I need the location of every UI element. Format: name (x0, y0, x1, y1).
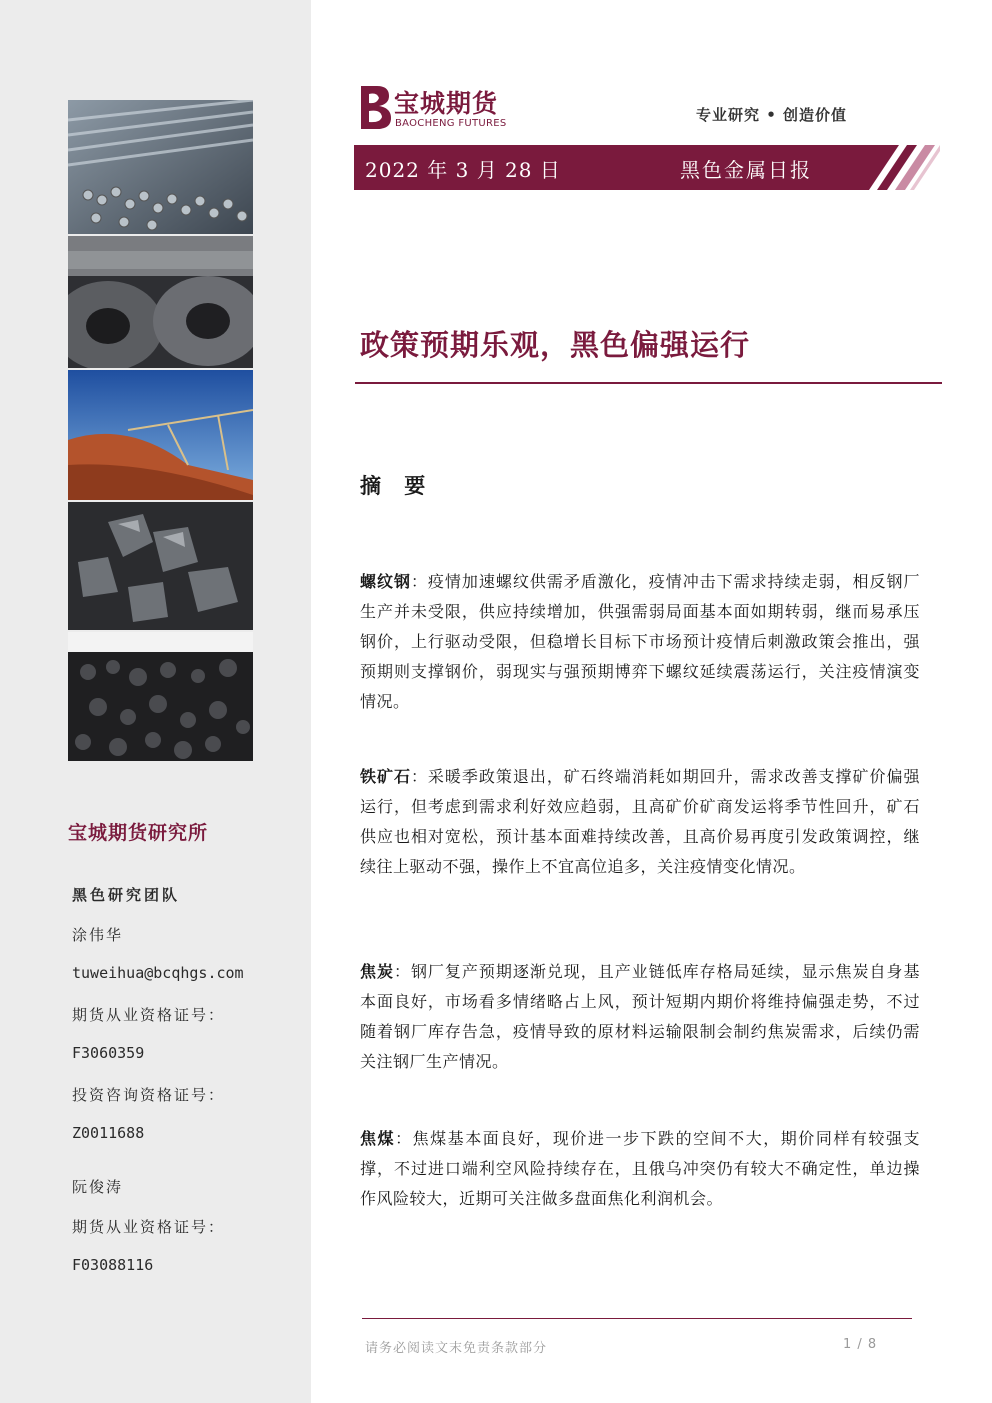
section-coking-coal (360, 1124, 920, 1214)
report-title: 政策预期乐观，黑色偏强运行 (360, 328, 751, 362)
section-coke (360, 957, 920, 1077)
futures-cert-number: F03088116 (72, 1256, 154, 1274)
analyst-name: 涂伟华 (72, 926, 124, 944)
futures-cert-label: 期货从业资格证号： (72, 1218, 226, 1236)
section-text: ：焦煤基本面良好，现价进一步下跌的空间不大，期价同样有较强支撑，不过进口端利空风险持续存在，且俄乌冲突仍有较大不确定性，单边操作风险较大，近期可关注做多盘面焦化利润机会。 (360, 1129, 920, 1208)
institute-name: 宝城期货研究所 (68, 822, 209, 844)
logo-text-cn: 宝城期货 (394, 89, 499, 118)
disclaimer-note: 请务必阅读文末免责条款部分 (365, 1341, 548, 1356)
summary-heading: 摘 要 (360, 474, 434, 498)
futures-cert-number: F3060359 (72, 1044, 145, 1062)
report-type: 黑色金属日报 (680, 158, 812, 182)
coke-photo (68, 632, 253, 761)
section-label: 铁矿石 (360, 767, 411, 786)
page-number: 1 / 8 (843, 1337, 878, 1352)
analyst-email[interactable]: tuweihua@bcqhgs.com (72, 964, 244, 982)
invest-cert-number: Z0011688 (72, 1124, 145, 1142)
slogan: 专业研究 • 创造价值 (696, 106, 848, 124)
invest-cert-label: 投资咨询资格证号： (72, 1086, 226, 1104)
section-label: 焦煤 (360, 1129, 396, 1148)
report-date: 2022 年 3 月 28 日 (365, 158, 561, 182)
section-text: ：钢厂复产预期逐渐兑现，且产业链低库存格局延续，显示焦炭自身基本面良好，市场看多情绪略占上风，预计短期内期价将维持偏强走势，不过随着钢厂库存告急，疫情导致的原材料运输限制会制约焦炭需求，后续仍需关注钢厂生产情况。 (360, 962, 920, 1071)
section-iron-ore (360, 762, 920, 882)
iron-ore-photo (68, 370, 253, 500)
logo-b-icon (355, 82, 395, 132)
title-divider (355, 382, 942, 384)
section-rebar (360, 567, 920, 717)
logo-text-en: BAOCHENG FUTURES (395, 118, 507, 129)
analyst-name: 阮俊涛 (72, 1178, 124, 1196)
futures-cert-label: 期货从业资格证号： (72, 1006, 226, 1024)
section-text: ：疫情加速螺纹供需矛盾激化，疫情冲击下需求持续走弱，相反钢厂生产并未受限，供应持续增加，供强需弱局面基本面如期转弱，继而易承压钢价，上行驱动受限，但稳增长目标下市场预计疫情后刺激政策会推出，强预期则支撑钢价，弱现实与强预期博弈下螺纹延续震荡运行，关注疫情演变情况。 (360, 572, 920, 711)
section-label: 螺纹钢 (360, 572, 411, 591)
team-name: 黑色研究团队 (72, 886, 181, 904)
footer-divider (362, 1318, 912, 1319)
coking-coal-photo (68, 502, 253, 630)
section-text: ：采暖季政策退出，矿石终端消耗如期回升，需求改善支撑矿价偏强运行，但考虑到需求利好效应趋弱，且高矿价矿商发运将季节性回升，矿石供应也相对宽松，预计基本面难持续改善，且高价易再度引发政策调控，继续往上驱动不强，操作上不宜高位追多，关注疫情变化情况。 (360, 767, 920, 876)
section-label: 焦炭 (360, 962, 394, 981)
rebar-photo (68, 100, 253, 234)
steel-coil-photo (68, 236, 253, 368)
